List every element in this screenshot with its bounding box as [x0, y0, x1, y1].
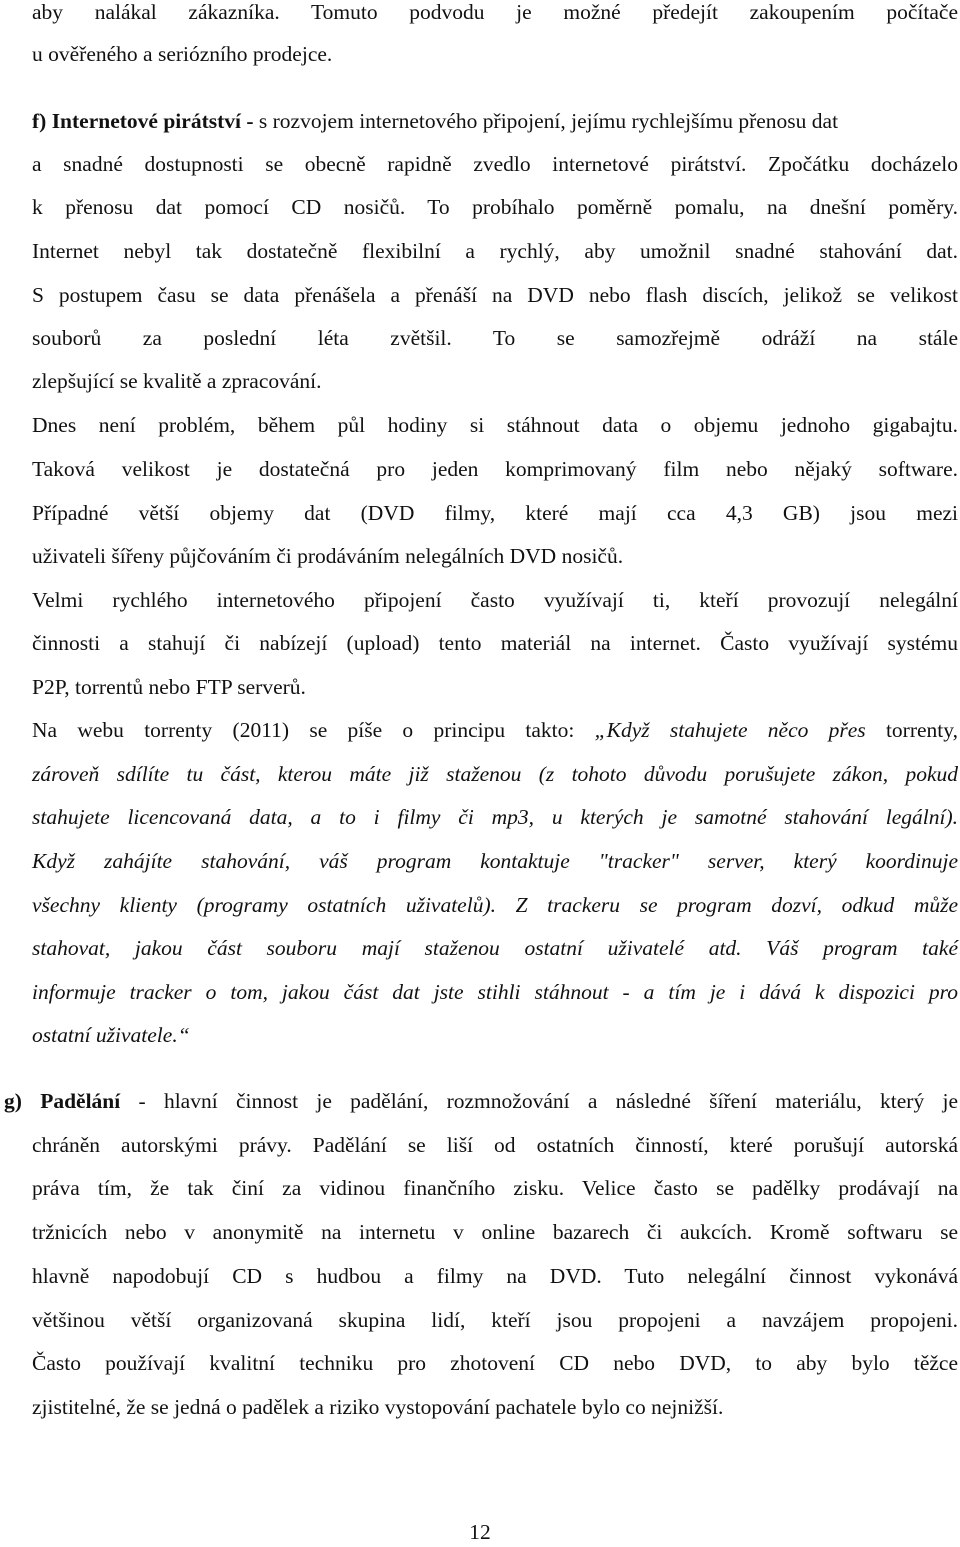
section-g-first-line [4, 1086, 958, 1116]
text-line: činnosti a stahují či nabízejí (upload) tento materiál na internet. Často využívají systému [32, 631, 958, 655]
section-f-heading: f) Internetové pirátství - [32, 109, 254, 133]
text-line: Dnes není problém, během půl hodiny si stáhnout data o objemu jednoho gigabajtu. [32, 413, 958, 437]
text-line: Případné větší objemy dat (DVD filmy, které mají cca 4,3 GB) jsou mezi [32, 501, 958, 525]
text-line: a snadné dostupnosti se obecně rapidně zvedlo internetové pirátství. Zpočátku docházelo [32, 152, 958, 176]
text-line: Velmi rychlého internetového připojení často využívají ti, kteří provozují nelegální [32, 588, 958, 612]
text-line: Často používají kvalitní techniku pro zhotovení CD nebo DVD, to aby bylo těžce [32, 1351, 958, 1375]
section-g-heading: Padělání [40, 1089, 121, 1113]
text-line: P2P, torrentů nebo FTP serverů. [32, 675, 306, 699]
section-f-first-line [32, 106, 958, 136]
text-line: hlavně napodobují CD s hudbou a filmy na DVD. Tuto nelegální činnost vykonává [32, 1264, 958, 1288]
quote-line: Když zahájíte stahování, váš program kontaktuje "tracker" server, který koordinuje [32, 849, 958, 873]
text-line: Internet nebyl tak dostatečně flexibilní a rychlý, aby umožnil snadné stahování dat. [32, 239, 958, 263]
text-span: Na webu torrenty (2011) se píše o principu takto: [32, 718, 595, 742]
text-span: - hlavní činnost je padělání, rozmnožování a následné šíření materiálu, který je [120, 1089, 959, 1113]
quote-line: ostatní uživatele.“ [32, 1023, 190, 1047]
text-line: tržnicích nebo v anonymitě na internetu v online bazarech či aukcích. Kromě softwaru se [32, 1220, 958, 1244]
text-line: práva tím, že tak činí za vidinou finančního zisku. Velice často se padělky prodávají na [32, 1176, 958, 1200]
quote-line: stahovat, jakou část souboru mají staženou ostatní uživatelé atd. Váš program také [32, 936, 958, 960]
text-span: torrenty, [865, 718, 958, 742]
text-line: souborů za poslední léta zvětšil. To se samozřejmě odráží na stále [32, 326, 958, 350]
quote-first-line [32, 715, 958, 745]
section-g-label: g) [4, 1089, 22, 1113]
text-line: S postupem času se data přenášela a přenáší na DVD nebo flash discích, jelikož se velikost [32, 283, 958, 307]
text-line: zjistitelné, že se jedná o padělek a riziko vystopování pachatele bylo co nejnižší. [32, 1395, 724, 1419]
text-span: s rozvojem internetového připojení, jejímu rychlejšímu přenosu dat [253, 109, 839, 133]
quote-line: informuje tracker o tom, jakou část dat jste stihli stáhnout - a tím je i dává k dispozici pro [32, 980, 958, 1004]
text-line: aby nalákal zákazníka. Tomuto podvodu je možné předejít zakoupením počítače [32, 0, 958, 24]
quote-line: všechny klienty (programy ostatních uživatelů). Z trackeru se program dozví, odkud může [32, 893, 958, 917]
text-line: chráněn autorskými právy. Padělání se liší od ostatních činností, které porušují autorská [32, 1133, 958, 1157]
text-line: k přenosu dat pomocí CD nosičů. To probíhalo poměrně pomalu, na dnešní poměry. [32, 195, 958, 219]
quote-line: stahujete licencovaná data, a to i filmy či mp3, u kterých je samotné stahování legální). [32, 805, 958, 829]
text-line: většinou větší organizovaná skupina lidí, kteří jsou propojeni a navzájem propojeni. [32, 1308, 958, 1332]
text-line: zlepšující se kvalitě a zpracování. [32, 369, 322, 393]
text-line: u ověřeného a seriózního prodejce. [32, 42, 333, 66]
quote-span: „Když stahujete něco přes [594, 718, 866, 742]
text-line: uživateli šířeny půjčováním či prodáváním nelegálních DVD nosičů. [32, 544, 624, 568]
text-line: Taková velikost je dostatečná pro jeden komprimovaný film nebo nějaký software. [32, 457, 958, 481]
page-number: 12 [469, 1520, 491, 1544]
quote-line: zároveň sdílíte tu část, kterou máte již staženou (z tohoto důvodu porušujete zákon, pokud [32, 762, 958, 786]
